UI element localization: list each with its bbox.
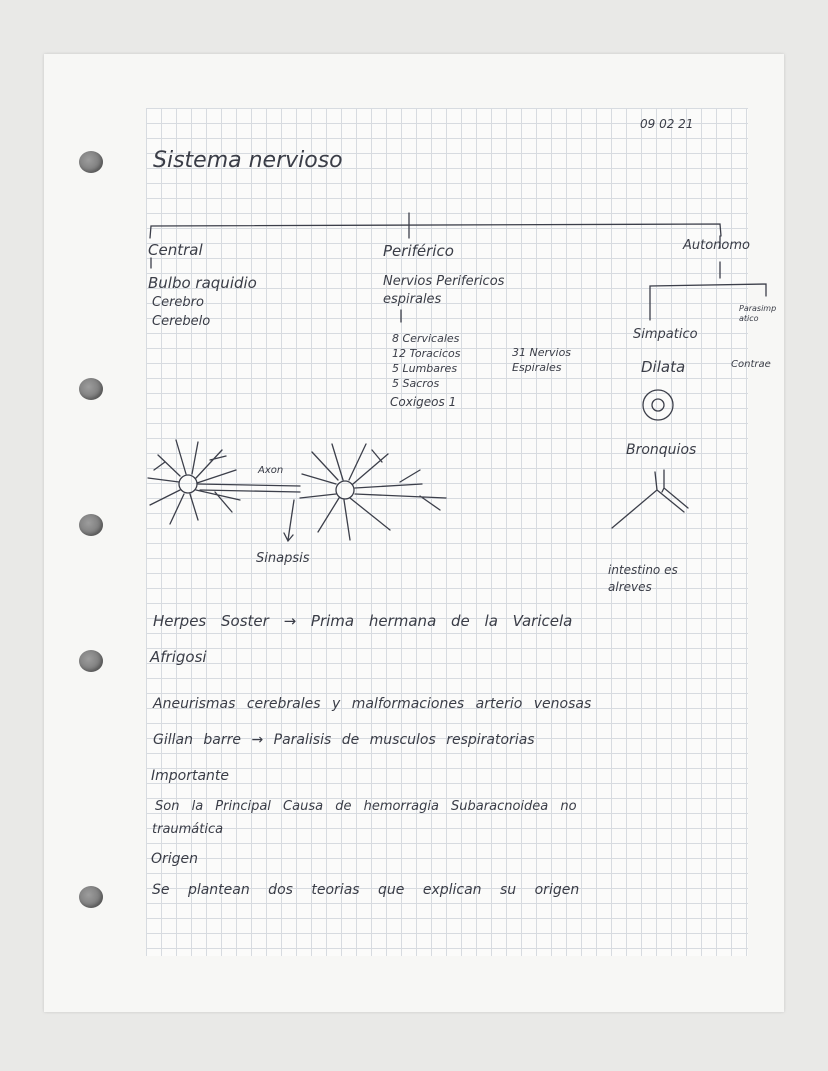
- date-stamp: 09 02 21: [640, 117, 694, 131]
- nerve-total: 31 Nervios Espirales: [512, 346, 572, 375]
- central-item: Cerebro: [152, 295, 204, 310]
- nerve-count: Coxigeos 1: [390, 395, 457, 409]
- pupil-outer: [643, 390, 673, 420]
- branch-autonomo-label: Autonomo: [683, 238, 750, 253]
- note-line: Son la Principal Causa de hemorragia Subaracnoidea no: [155, 799, 577, 814]
- bronchi-drawing: [612, 470, 688, 528]
- note-line: Herpes Soster → Prima hermana de la Varicela: [153, 612, 573, 630]
- central-item: Bulbo raquidio: [148, 274, 257, 292]
- bronquios-label: Bronquios: [626, 442, 697, 458]
- intestino-note: intestino es alreves: [608, 563, 678, 595]
- simpatico-label: Simpatico: [633, 327, 698, 342]
- pupil-inner: [652, 399, 664, 411]
- neuron-left: [148, 440, 240, 524]
- branch-central-label: Central: [148, 241, 203, 259]
- note-line: Aneurismas cerebrales y malformaciones arterio venosas: [153, 696, 592, 712]
- note-line: Gillan barre → Paralisis de musculos respiratorias: [153, 732, 535, 748]
- sinapsis-arrow: [284, 500, 294, 541]
- note-line: traumática: [152, 822, 224, 837]
- central-item: Cerebelo: [152, 314, 211, 329]
- tree-bracket: [150, 224, 721, 238]
- note-line: Importante: [151, 768, 230, 784]
- note-line: Origen: [151, 851, 199, 867]
- neuron-right: [300, 444, 446, 540]
- axon-line: [198, 484, 300, 492]
- nerve-count: 5 Lumbares: [392, 362, 458, 375]
- contrae-label: Contrae: [731, 359, 771, 370]
- dilata-label: Dilata: [641, 358, 686, 376]
- periferico-sub-label: Nervios Perifericos espirales: [383, 274, 505, 307]
- branch-periferico-label: Periférico: [383, 242, 454, 260]
- nerve-count: 5 Sacros: [392, 377, 440, 390]
- sinapsis-label: Sinapsis: [256, 551, 310, 566]
- page-title: Sistema nervioso: [153, 148, 343, 173]
- note-line: Afrigosi: [150, 648, 207, 666]
- nerve-count: 12 Toracicos: [392, 347, 461, 360]
- nerve-count: 8 Cervicales: [392, 332, 460, 345]
- parasimpatico-label: Parasimpatico: [739, 304, 777, 323]
- axon-label: Axon: [258, 465, 284, 476]
- note-line: Se plantean dos teorias que explican su origen: [152, 882, 580, 898]
